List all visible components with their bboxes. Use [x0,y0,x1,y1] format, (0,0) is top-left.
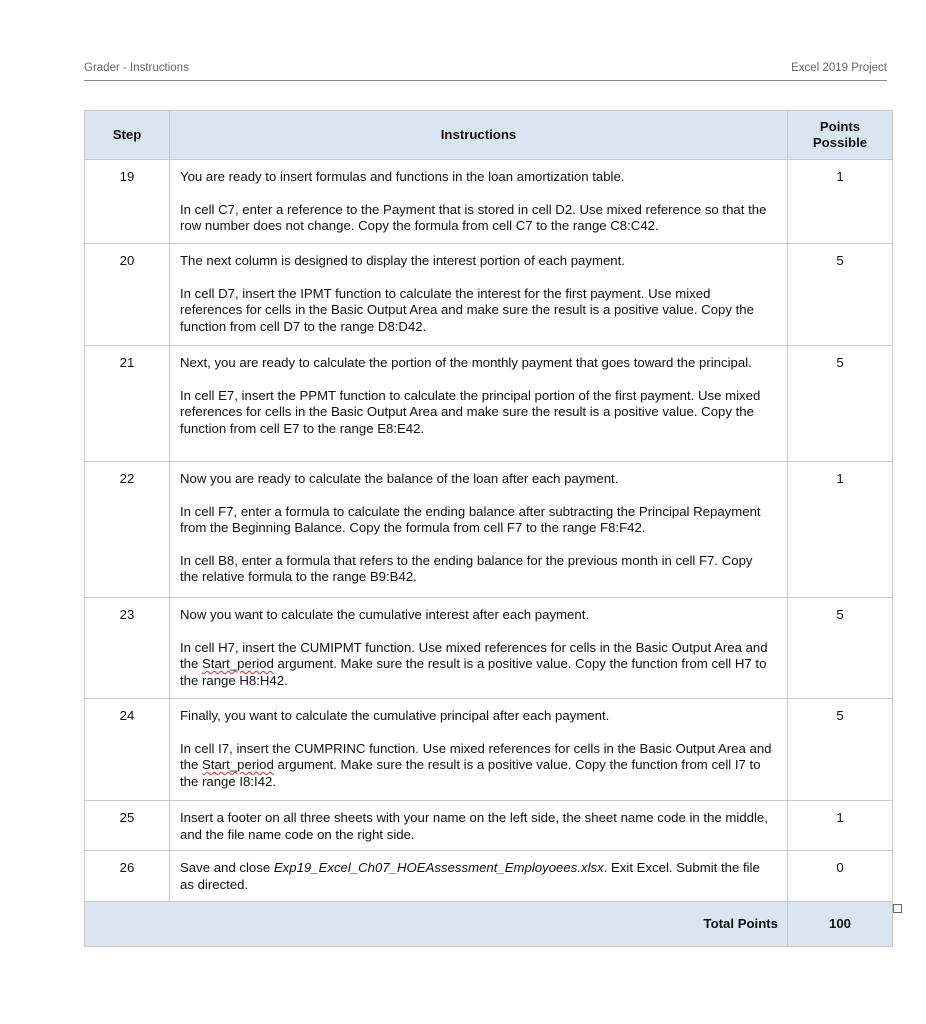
instruction-cell [170,851,788,902]
column-header-points: Points Possible [788,111,893,160]
step-number: 24 [85,699,170,801]
file-name-text: Exp19_Excel_Ch07_HOEAssessment_Employoees.xlsx [273,860,604,875]
instruction-text: In cell B8, enter a formula that refers to the ending balance for the previous month in cell F7. Copy the relative formula to the range B9:B42. [180,552,753,584]
table-header-row [85,111,893,160]
instruction-cell [170,801,788,851]
instruction-text: You are ready to insert formulas and functions in the loan amortization table. [180,169,625,184]
step-number: 23 [85,598,170,699]
step-number: 25 [85,801,170,851]
grader-instructions-table [84,110,893,947]
points-value: 1 [788,801,893,851]
table-row [85,851,893,902]
step-number: 21 [85,346,170,462]
table-resize-handle[interactable] [893,904,902,913]
table-row [85,801,893,851]
instruction-text: Now you want to calculate the cumulative interest after each payment. [180,607,590,622]
points-value: 5 [788,699,893,801]
table-row [85,699,893,801]
total-points-value: 100 [788,902,893,947]
instruction-cell [170,699,788,801]
header-right-text: Excel 2019 Project [791,62,887,74]
instruction-text: Now you are ready to calculate the balance of the loan after each payment. [180,471,619,486]
spellcheck-underlined-word: Start_period [202,757,274,772]
instruction-text: Finally, you want to calculate the cumulative principal after each payment. [180,708,610,723]
instruction-text: Save and close Exp19_Excel_Ch07_HOEAssessment_Employoees.xlsx. Exit Excel. Submit the file as directed. [180,860,760,892]
instruction-cell [170,462,788,598]
instruction-text: In cell D7, insert the IPMT function to calculate the interest for the first payment. Use mixed references for cells in the Basic Output Area and make sure the result is a positive value. Copy the function from cell D7 to the range D8:D42. [180,285,754,334]
table-row [85,346,893,462]
instruction-text: In cell H7, insert the CUMIPMT function. Use mixed references for cells in the Basic Output Area and the Start_period argument. Make sure the result is a positive value. Copy the function from cell H7 to the range H8:H42. [180,639,768,688]
table-row [85,598,893,699]
column-header-instructions: Instructions [170,111,788,160]
points-value: 5 [788,346,893,462]
points-value: 5 [788,598,893,699]
instruction-text: Insert a footer on all three sheets with your name on the left side, the sheet name code in the middle, and the file name code on the right side. [180,810,768,842]
total-points-label: Total Points [85,902,788,947]
step-number: 22 [85,462,170,598]
table-row [85,462,893,598]
instruction-cell [170,160,788,244]
table-row [85,160,893,244]
step-number: 20 [85,244,170,346]
points-value: 1 [788,462,893,598]
total-row [85,902,893,947]
instruction-text: In cell I7, insert the CUMPRINC function. Use mixed references for cells in the Basic Output Area and the Start_period argument. Make sure the result is a positive value. Copy the function from cell I7 to the range I8:I42. [180,740,772,789]
spellcheck-underlined-word: Start_period [202,656,274,671]
step-number: 19 [85,160,170,244]
instruction-cell [170,346,788,462]
points-value: 1 [788,160,893,244]
points-value: 5 [788,244,893,346]
instruction-text: In cell F7, enter a formula to calculate the ending balance after subtracting the Principal Repayment from the Beginning Balance. Copy the formula from cell F7 to the range F8:F42. [180,503,761,535]
instruction-text: Next, you are ready to calculate the portion of the monthly payment that goes toward the principal. [180,355,752,370]
step-number: 26 [85,851,170,902]
points-value: 0 [788,851,893,902]
instruction-text: In cell C7, enter a reference to the Payment that is stored in cell D2. Use mixed reference so that the row number does not change. Copy the formula from cell C7 to the range C8:C42. [180,201,767,233]
page-header [84,60,887,81]
instruction-cell [170,598,788,699]
instruction-text: The next column is designed to display the interest portion of each payment. [180,253,625,268]
table-row [85,244,893,346]
instruction-text: In cell E7, insert the PPMT function to calculate the principal portion of the first payment. Use mixed references for cells in the Basic Output Area and make sure the result is a positive value. Copy the function from cell E7 to the range E8:E42. [180,387,761,436]
instruction-cell [170,244,788,346]
column-header-step: Step [85,111,170,160]
header-left-text: Grader - Instructions [84,62,189,74]
